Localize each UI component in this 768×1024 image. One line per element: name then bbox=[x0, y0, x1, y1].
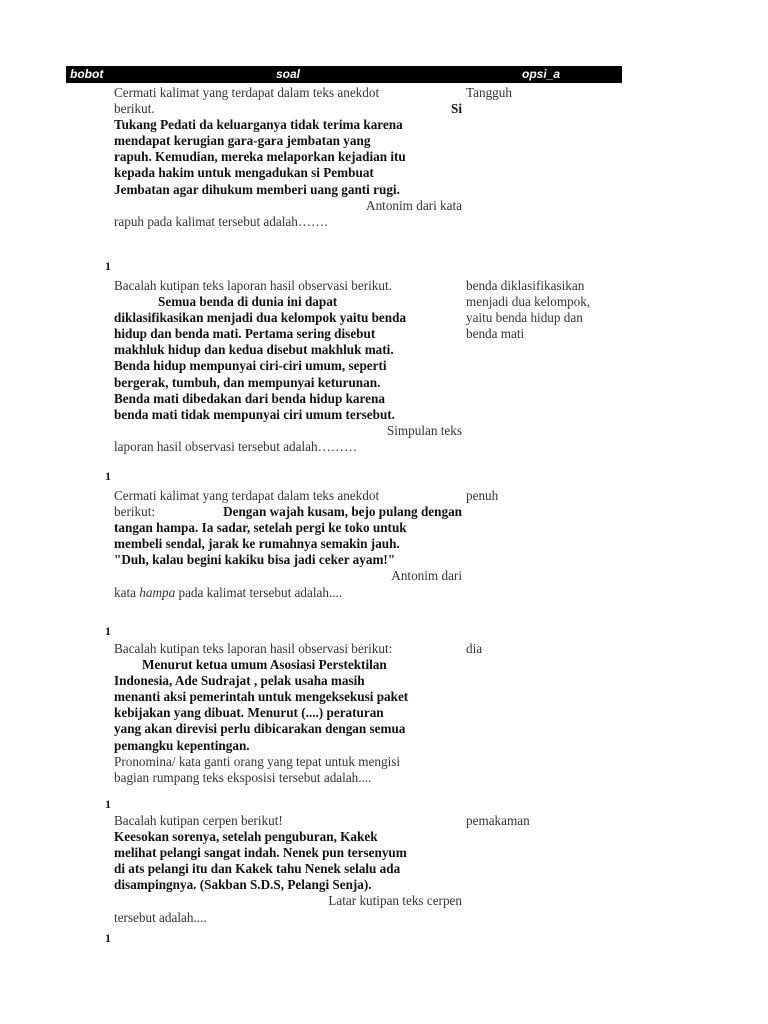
opsi-a-line: yaitu benda hidup dan bbox=[466, 310, 583, 326]
bobot-cell[interactable]: 1 bbox=[105, 624, 111, 638]
soal-question-line: Simpulan teks bbox=[386, 422, 462, 438]
soal-bold-line: menanti aksi pemerintah untuk mengeksekusi paket bbox=[114, 689, 409, 705]
soal-line: Cermati kalimat yang terdapat dalam teks anekdot bbox=[114, 488, 380, 503]
opsi-a-cell[interactable]: pemakaman bbox=[466, 813, 530, 828]
soal-bold-line: Indonesia, Ade Sudrajat , pelak usaha masih bbox=[114, 673, 365, 689]
soal-bold-line: makhluk hidup dan kedua disebut makhluk mati. bbox=[114, 342, 394, 358]
soal-bold-line: pemangku kepentingan. bbox=[114, 737, 250, 753]
soal-question-line bbox=[114, 585, 462, 601]
soal-cell[interactable] bbox=[114, 278, 462, 455]
soal-cell[interactable] bbox=[114, 641, 462, 786]
soal-question-line: Antonim dari bbox=[391, 568, 462, 584]
soal-text: berikut. bbox=[114, 101, 155, 117]
soal-bold-line: kepada hakim untuk mengadukan si Pembuat bbox=[114, 165, 374, 181]
bobot-cell[interactable]: 1 bbox=[105, 797, 111, 811]
opsi-a-line: benda diklasifikasikan bbox=[466, 278, 585, 293]
soal-bold-line: benda mati tidak mempunyai ciri umum tersebut. bbox=[114, 406, 395, 422]
soal-bold-line: kebijakan yang dibuat. Menurut (....) peraturan bbox=[114, 705, 384, 721]
soal-bold-line: hidup dan benda mati. Pertama sering disebut bbox=[114, 326, 376, 342]
soal-bold-line: "Duh, kalau begini kakiku bisa jadi ceker ayam!" bbox=[114, 552, 396, 568]
soal-cell[interactable] bbox=[114, 85, 462, 230]
soal-bold-line: Semua benda di dunia ini dapat bbox=[158, 294, 338, 310]
soal-bold-line: rapuh. Kemudian, mereka melaporkan kejadian itu bbox=[114, 149, 406, 165]
opsi-a-cell[interactable]: penuh bbox=[466, 488, 499, 503]
soal-line: Cermati kalimat yang terdapat dalam teks anekdot bbox=[114, 85, 380, 100]
soal-question-line: Antonim dari kata bbox=[366, 197, 462, 213]
bobot-cell[interactable]: 1 bbox=[105, 931, 111, 945]
bobot-cell[interactable]: 1 bbox=[105, 259, 111, 273]
soal-bold-line: Tukang Pedati da keluarganya tidak terima karena bbox=[114, 117, 403, 133]
soal-bold-text: Dengan wajah kusam, bejo pulang dengan bbox=[223, 504, 462, 520]
soal-bold-line: disampingnya. (Sakban S.D.S, Pelangi Senja). bbox=[114, 877, 372, 893]
soal-bold-line: di ats pelangi itu dan Kakek tahu Nenek selalu ada bbox=[114, 861, 401, 877]
opsi-a-cell[interactable]: dia bbox=[466, 641, 483, 656]
soal-text: kata bbox=[114, 584, 136, 600]
soal-line: Bacalah kutipan cerpen berikut! bbox=[114, 813, 283, 828]
bobot-cell[interactable]: 1 bbox=[105, 469, 111, 483]
soal-bold-line: Benda hidup mempunyai ciri-ciri umum, seperti bbox=[114, 358, 387, 374]
soal-bold-line: yang akan direvisi perlu dibicarakan dengan semua bbox=[114, 721, 406, 737]
soal-text: pada kalimat tersebut adalah.... bbox=[178, 584, 343, 600]
soal-question-line: Latar kutipan teks cerpen bbox=[328, 893, 462, 909]
soal-question-line: rapuh pada kalimat tersebut adalah……. bbox=[114, 213, 328, 229]
soal-question-line: bagian rumpang teks eksposisi tersebut adalah.... bbox=[114, 769, 372, 785]
soal-bold-line: Jembatan agar dihukum memberi uang ganti rugi. bbox=[114, 181, 400, 197]
opsi-a-line: menjadi dua kelompok, bbox=[466, 294, 591, 310]
header-row bbox=[66, 66, 622, 83]
opsi-a-line: benda mati bbox=[466, 326, 525, 342]
soal-text: berikut: bbox=[114, 504, 156, 520]
header-bobot[interactable]: bobot bbox=[70, 67, 104, 81]
soal-question-line: Pronomina/ kata ganti orang yang tepat untuk mengisi bbox=[114, 753, 401, 769]
soal-cell[interactable] bbox=[114, 488, 462, 601]
header-soal[interactable]: soal bbox=[276, 67, 301, 81]
soal-bold-line: diklasifikasikan menjadi dua kelompok yaitu benda bbox=[114, 310, 407, 326]
soal-bold-line: Benda mati dibedakan dari benda hidup karena bbox=[114, 390, 385, 406]
soal-bold-line: bergerak, tumbuh, dan mempunyai keturunan. bbox=[114, 374, 381, 390]
soal-question-line: tersebut adalah.... bbox=[114, 909, 207, 925]
soal-bold-line: mendapat kerugian gara-gara jembatan yang bbox=[114, 133, 371, 149]
opsi-a-cell[interactable]: Tangguh bbox=[466, 85, 512, 100]
soal-line: Bacalah kutipan teks laporan hasil observasi berikut. bbox=[114, 278, 392, 293]
soal-line bbox=[114, 504, 462, 520]
soal-cell[interactable] bbox=[114, 813, 462, 926]
soal-line bbox=[114, 101, 462, 117]
soal-bold-line: Menurut ketua umum Asosiasi Perstektilan bbox=[142, 657, 387, 673]
soal-question-line: laporan hasil observasi tersebut adalah……… bbox=[114, 438, 358, 454]
header-opsi-a[interactable]: opsi_a bbox=[522, 67, 561, 81]
soal-line: Bacalah kutipan teks laporan hasil observasi berikut: bbox=[114, 641, 393, 656]
opsi-a-cell[interactable] bbox=[466, 278, 618, 342]
soal-italic-word: hampa bbox=[139, 584, 176, 600]
soal-bold-line: membeli sendal, jarak ke rumahnya semakin jauh. bbox=[114, 536, 400, 552]
soal-bold-line: tangan hampa. Ia sadar, setelah pergi ke toko untuk bbox=[114, 520, 407, 536]
soal-bold-line: Keesokan sorenya, setelah penguburan, Kakek bbox=[114, 829, 378, 845]
soal-bold-line: melihat pelangi sangat indah. Nenek pun tersenyum bbox=[114, 845, 407, 861]
soal-bold-text: Si bbox=[451, 101, 462, 117]
